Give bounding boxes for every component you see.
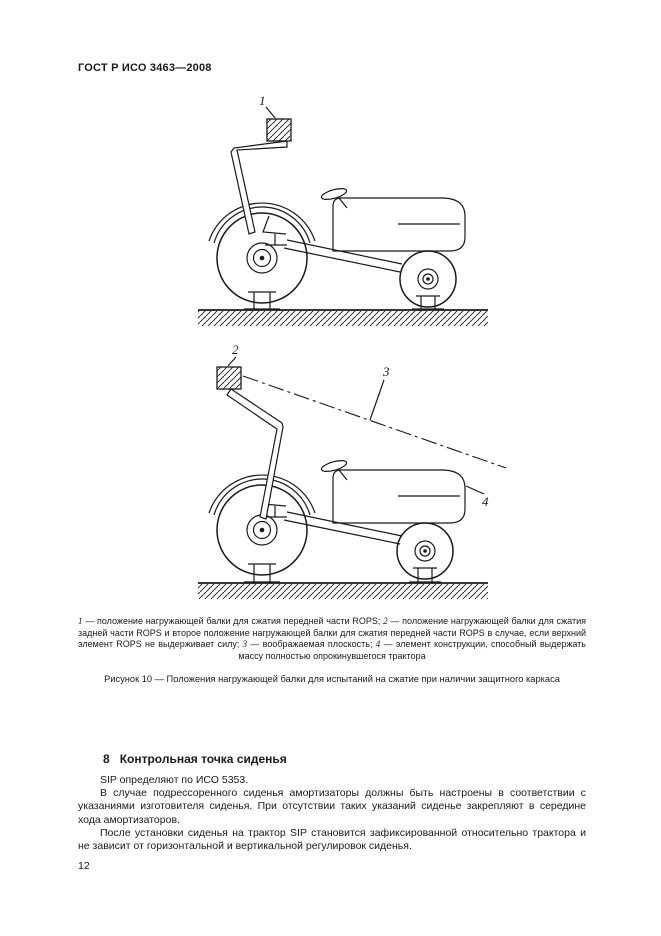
support-stand-front [409,568,441,582]
figure-bottom-diagram [170,340,510,612]
bottom-tractor-drawing [198,357,506,599]
load-block-1 [267,119,291,141]
fender-arc-outer [209,203,315,241]
callout-4-label: 4 [482,494,489,509]
legend-item-4-text: — элемент конструкции, способный выдержать массу полностью опрокинувшегося трактора [238,639,586,662]
ground-hatch [198,311,488,326]
section-body [78,774,586,853]
imaginary-plane-line [243,376,506,468]
front-wheel [400,251,456,307]
legend-item-4-number: 4 [375,639,381,650]
seat [263,216,287,245]
section-heading [103,752,287,766]
figure-top-diagram [170,88,510,336]
rear-wheel [217,213,307,303]
front-wheel [397,523,453,579]
body-paragraph: В случае подрессоренного сиденья амортизаторы должны быть настроены в соответствии с указаниями изготовителя сиденья. При отсутствии таких указаний сиденье закрепляют в середине хода амортизаторов. [78,787,586,826]
document-header: ГОСТ Р ИСО 3463—2008 [78,62,212,74]
page-number: 12 [78,860,90,872]
legend-item-2-number: 2 [383,616,388,626]
rops-frame [231,141,287,234]
figure-caption: Рисунок 10 — Положения нагружающей балки для испытаний на сжатие при наличии защитного каркаса [104,674,560,684]
legend-item-1-number: 1 [78,616,83,626]
callout-1-leader [266,107,275,118]
legend-item-2-text: — положение нагружающей балки для сжатия задней части ROPS и второе положение нагружающей балки для сжатия передней части ROPS в случае, если верхний элемент ROPS не выдерживает силу; [78,616,586,650]
section-title: Контрольная точка сиденья [119,752,287,766]
ground-hatch [198,584,488,599]
callout-4-leader [466,486,484,494]
section-number: 8 [103,752,110,766]
body-paragraph: SIP определяют по ИСО 5353. [100,774,249,786]
rear-wheel [217,485,307,575]
top-tractor-drawing [198,107,488,326]
body-paragraph: После установки сиденья на трактор SIP становится зафиксированной относительно трактора и не зависит от горизонтальной и вертикальной регулировок сиденья. [78,826,586,853]
legend-item-1-text: — положение нагружающей балки для сжатия передней части ROPS; [82,616,384,626]
callout-2-leader [228,357,236,366]
callout-1-label: 1 [259,93,266,108]
figure-legend [78,616,586,663]
rops-frame [227,389,283,519]
legend-item-3-text: — воображаемая плоскость; [247,639,376,650]
legend-item-3-number: 3 [242,639,248,650]
callout-2-label: 2 [232,342,239,357]
callout-3-leader [370,380,384,420]
load-block-2 [217,367,241,389]
callout-3-label: 3 [383,364,390,379]
